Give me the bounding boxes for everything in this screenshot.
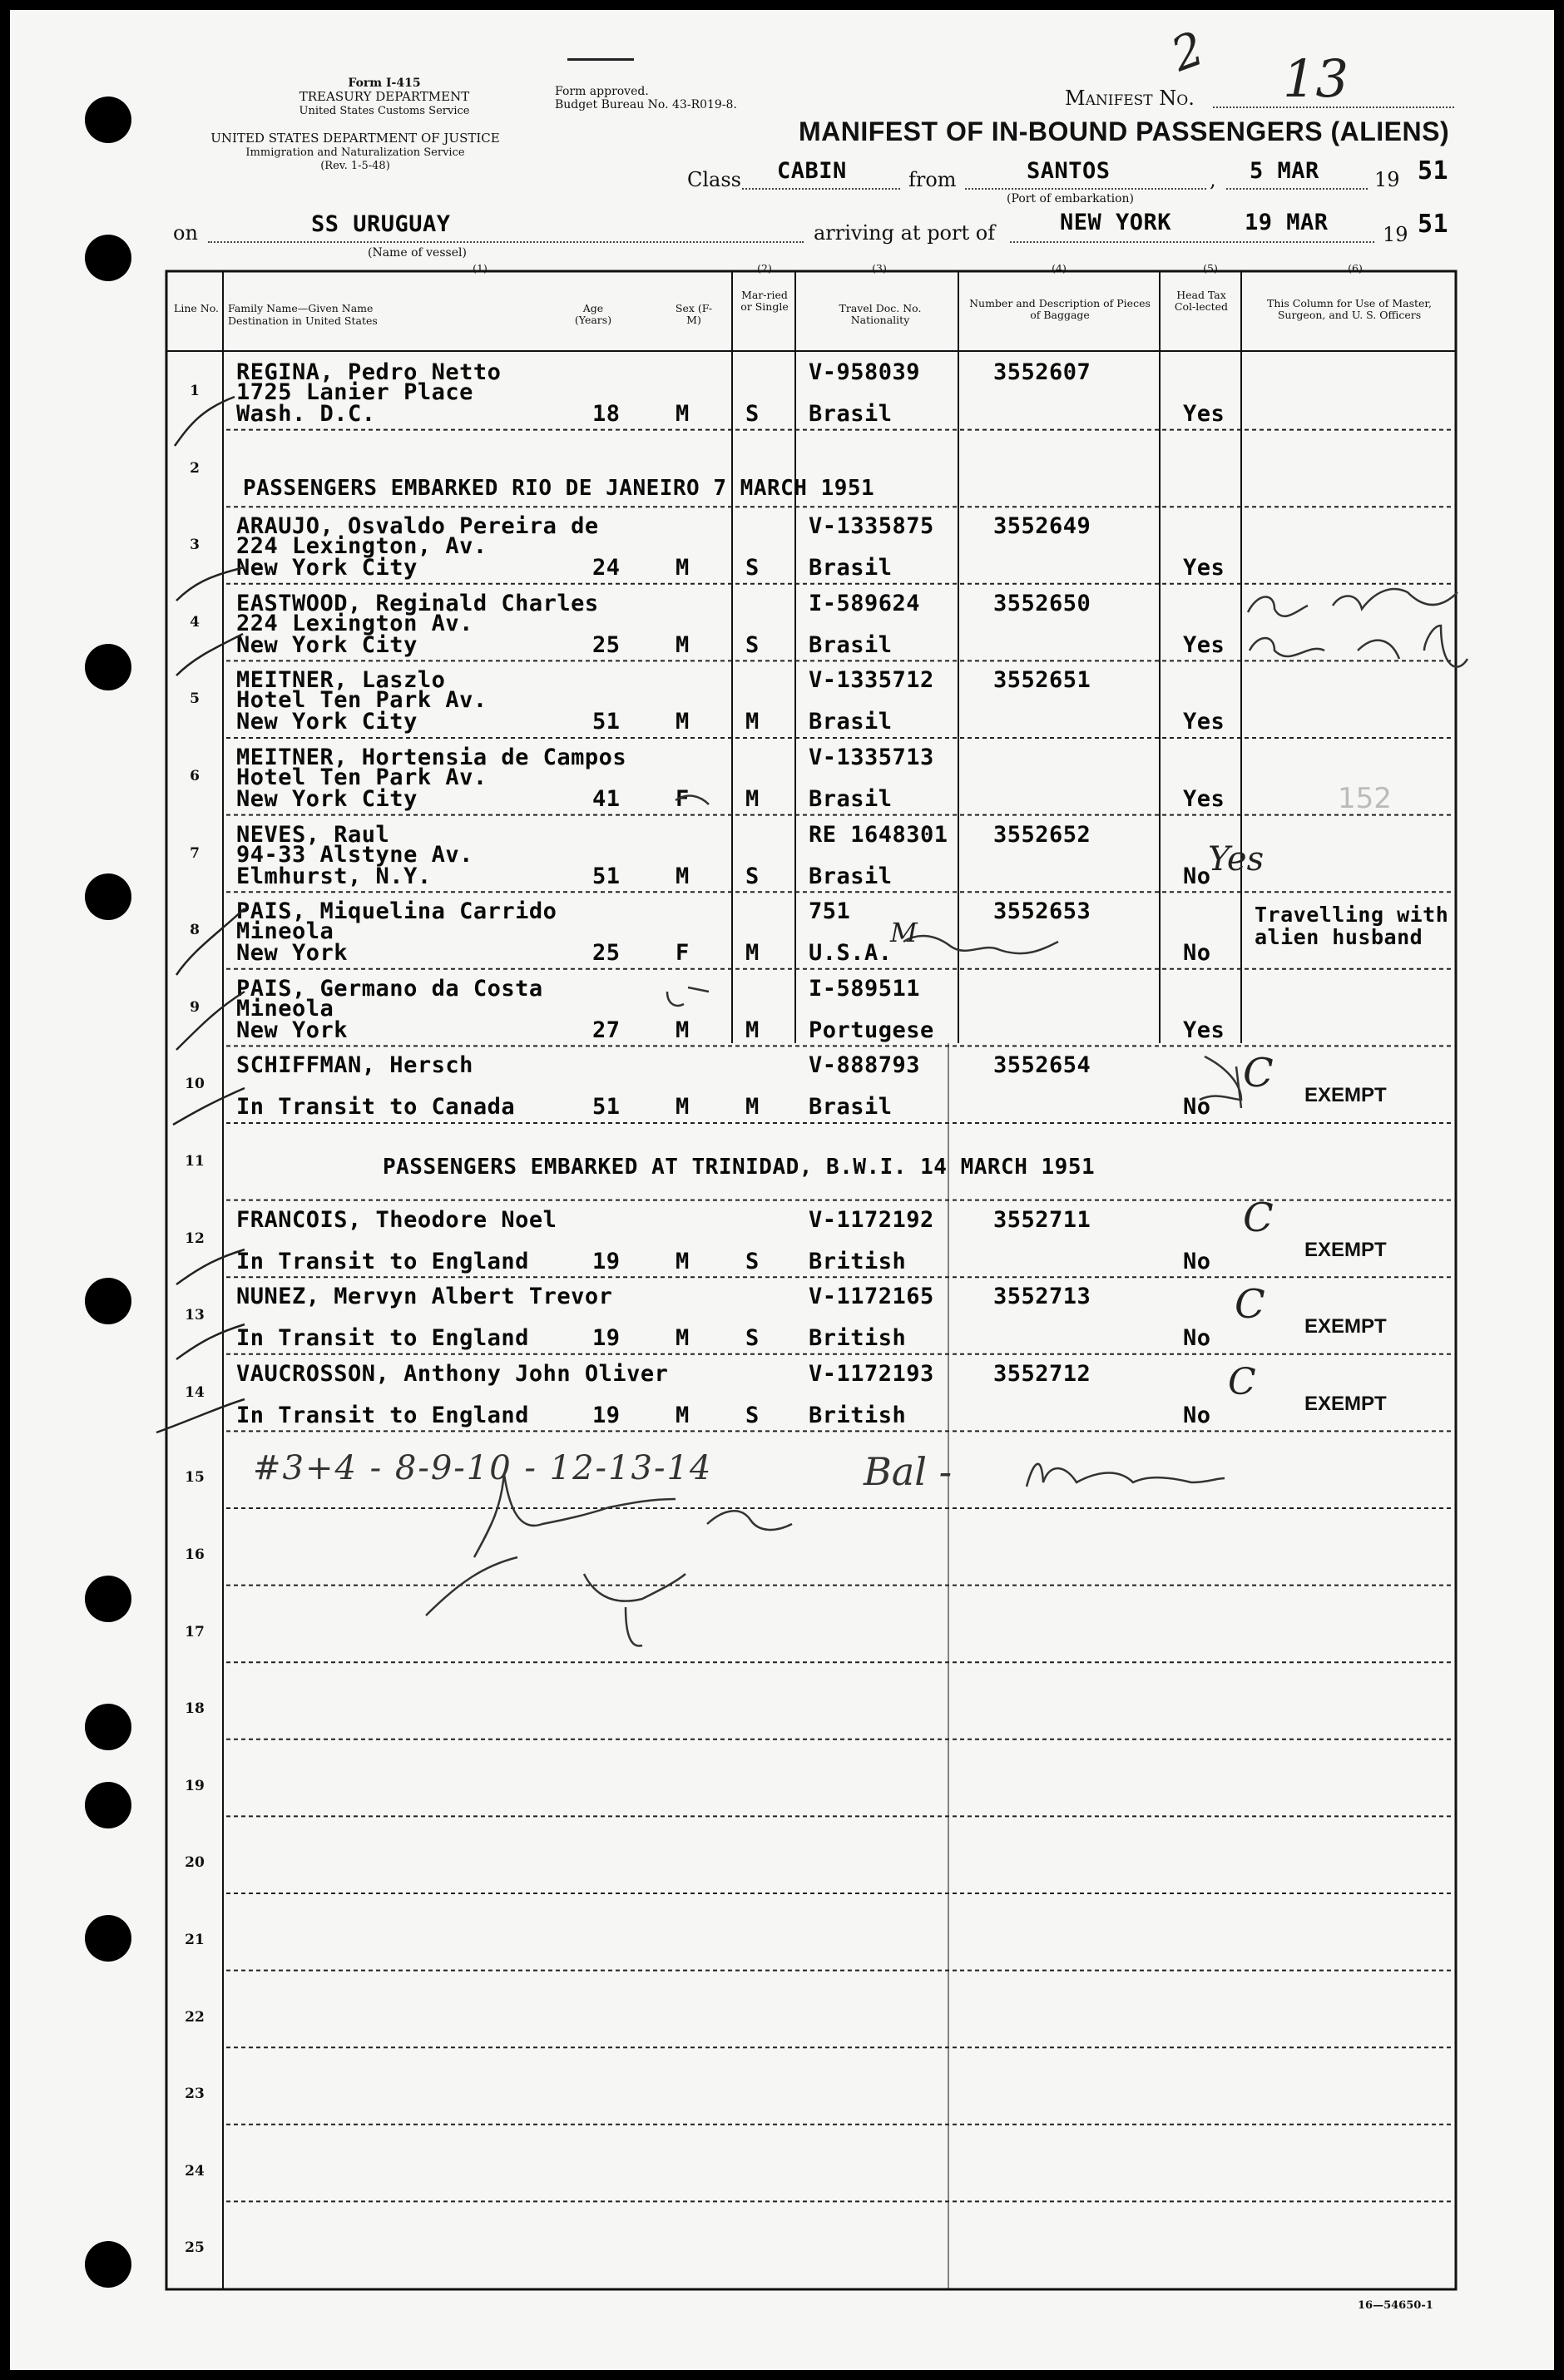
- line-number: 25: [185, 2239, 205, 2257]
- nationality: Brasil: [809, 631, 893, 658]
- year-value: 51: [1418, 156, 1449, 186]
- header-married: Mar-ried or Single: [740, 289, 789, 313]
- exempt-stamp: EXEMPT: [1304, 1392, 1387, 1415]
- treasury-department: TREASURY DEPARTMENT: [299, 89, 470, 104]
- passenger-sex: M: [676, 709, 690, 735]
- form-approved: Form approved.: [555, 85, 649, 98]
- baggage-number: 3552712: [993, 1360, 1091, 1387]
- c-mark: C: [1235, 1281, 1265, 1328]
- passenger-destination: New York City: [236, 709, 418, 735]
- head-tax: No: [1183, 863, 1211, 889]
- line-number: 9: [190, 998, 200, 1016]
- passenger-name: NUNEZ, Mervyn Albert Trevor: [236, 1284, 613, 1310]
- line-number: 14: [185, 1383, 205, 1401]
- from-value: SANTOS: [1027, 158, 1111, 184]
- header-destination: Destination in United States: [228, 314, 378, 327]
- colnum-1: (1): [473, 262, 488, 275]
- passenger-name: PAIS, Germano da Costa: [236, 975, 543, 1002]
- line-number: 19: [185, 1777, 205, 1794]
- passenger-marital-status: M: [745, 786, 760, 812]
- line-number: 2: [190, 459, 200, 477]
- passenger-name: VAUCROSSON, Anthony John Oliver: [236, 1360, 669, 1387]
- passenger-age: 51: [592, 709, 621, 735]
- passenger-age: 18: [592, 401, 621, 427]
- passenger-name: NEVES, Raul: [236, 821, 390, 848]
- passenger-name: FRANCOIS, Theodore Noel: [236, 1206, 557, 1233]
- travel-doc-number: V-1335713: [809, 745, 934, 770]
- travel-doc-number: 751: [809, 898, 851, 925]
- nationality: Brasil: [809, 555, 893, 581]
- baggage-number: 3552652: [993, 821, 1091, 848]
- travel-doc-number: V-1172165: [809, 1284, 934, 1310]
- passenger-destination: New York City: [236, 631, 418, 658]
- vessel-caption: (Name of vessel): [368, 246, 467, 260]
- department-of-justice: UNITED STATES DEPARTMENT OF JUSTICE: [210, 131, 500, 146]
- passenger-address: Hotel Ten Park Av.: [236, 687, 488, 714]
- line-number: 7: [190, 844, 200, 862]
- head-tax: No: [1183, 1402, 1211, 1428]
- nationality: Brasil: [809, 786, 893, 812]
- handwritten-bal: Bal -: [864, 1449, 953, 1494]
- passenger-sex: F: [676, 786, 690, 812]
- header-travel-doc: Travel Doc. No. Nationality: [839, 302, 922, 326]
- head-tax: Yes: [1183, 401, 1225, 427]
- line-number: 1: [190, 383, 200, 399]
- passenger-address: Hotel Ten Park Av.: [236, 764, 488, 790]
- line-number: 11: [185, 1153, 205, 1170]
- passenger-destination: New York City: [236, 786, 418, 812]
- on-label: on: [173, 221, 198, 245]
- line-number: 13: [185, 1307, 205, 1324]
- baggage-number: 3552651: [993, 667, 1091, 694]
- line-number: 23: [185, 2086, 205, 2103]
- passenger-address: Mineola: [236, 918, 334, 945]
- travel-doc-number: V-1335875: [809, 513, 934, 540]
- passenger-sex: M: [676, 1325, 690, 1352]
- line-number: 3: [190, 537, 200, 554]
- header-line-no: Line No.: [174, 302, 219, 314]
- arriving-label: arriving at port of: [814, 221, 996, 245]
- passenger-sex: F: [676, 940, 690, 967]
- header-officers: This Column for Use of Master, Surgeon, and U. S. Officers: [1267, 297, 1432, 321]
- passenger-destination: New York: [236, 1017, 349, 1043]
- travel-doc-number: I-589511: [809, 975, 921, 1002]
- passenger-address: 1725 Lanier Place: [236, 379, 473, 405]
- travel-doc-number: V-1172193: [809, 1360, 934, 1387]
- passenger-sex: M: [676, 401, 690, 427]
- passenger-name: REGINA, Pedro Netto: [236, 359, 502, 385]
- nationality: Brasil: [809, 401, 893, 427]
- line-number: 12: [185, 1230, 205, 1247]
- head-tax: Yes: [1183, 1017, 1225, 1043]
- year-prefix: 19: [1374, 168, 1400, 191]
- handwritten-signatures: [10, 10, 1554, 2370]
- passenger-marital-status: M: [745, 1017, 760, 1043]
- line-number: 15: [185, 1469, 205, 1487]
- arrival-port: NEW YORK: [1060, 210, 1172, 235]
- head-tax: No: [1183, 1094, 1211, 1121]
- travel-doc-number: V-1172192: [809, 1206, 934, 1233]
- passenger-marital-status: S: [745, 401, 760, 427]
- nationality: Portugese: [809, 1017, 934, 1043]
- head-tax: Yes: [1183, 555, 1225, 581]
- line-number: 4: [190, 613, 200, 631]
- manifest-number: 13: [1283, 48, 1349, 109]
- nationality: Brasil: [809, 863, 893, 889]
- handwritten-line-15: #3+4 - 8-9-10 - 12-13-14: [253, 1449, 713, 1487]
- passenger-age: 25: [592, 940, 621, 967]
- passenger-age: 19: [592, 1325, 621, 1352]
- revision: (Rev. 1-5-48): [320, 160, 390, 172]
- baggage-number: 3552649: [993, 513, 1091, 540]
- yes-mark: Yes: [1208, 840, 1265, 878]
- nationality: Brasil: [809, 1094, 893, 1121]
- header-age: Age (Years): [574, 302, 612, 326]
- passenger-sex: M: [676, 1094, 690, 1121]
- header-family-name: Family Name—Given Name: [228, 302, 374, 314]
- c-mark: C: [1228, 1361, 1256, 1403]
- passenger-name: MEITNER, Hortensia de Campos: [236, 745, 627, 770]
- line-number: 5: [190, 690, 200, 708]
- line-number: 22: [185, 2008, 205, 2026]
- passenger-sex: M: [676, 863, 690, 889]
- baggage-number: 3552713: [993, 1284, 1091, 1310]
- passenger-address: 224 Lexington Av.: [236, 610, 473, 636]
- c-mark: C: [1243, 1050, 1274, 1096]
- manifest-label: Manifest No.: [1065, 87, 1195, 110]
- travel-doc-number: V-1335712: [809, 667, 934, 694]
- form-number: Form I-415: [348, 77, 421, 90]
- passenger-age: 51: [592, 863, 621, 889]
- passenger-age: 19: [592, 1402, 621, 1428]
- passenger-destination: In Transit to England: [236, 1325, 529, 1352]
- travel-doc-number: V-888793: [809, 1052, 921, 1079]
- nationality: British: [809, 1325, 907, 1352]
- passenger-age: 24: [592, 555, 621, 581]
- manifest-title: MANIFEST OF IN-BOUND PASSENGERS (ALIENS): [799, 116, 1450, 146]
- passenger-age: 25: [592, 631, 621, 658]
- header-baggage: Number and Description of Pieces of Baggage: [969, 297, 1151, 321]
- head-tax: Yes: [1183, 709, 1225, 735]
- passenger-destination: In Transit to Canada: [236, 1094, 516, 1121]
- passenger-sex: M: [676, 631, 690, 658]
- colnum-3: (3): [872, 262, 887, 275]
- passenger-age: 19: [592, 1248, 621, 1274]
- passenger-age: 41: [592, 786, 621, 812]
- m-mark: M: [890, 917, 918, 948]
- passenger-address: Mineola: [236, 995, 334, 1022]
- travel-doc-number: RE 1648301: [809, 821, 948, 848]
- passenger-name: PAIS, Miquelina Carrido: [236, 898, 557, 925]
- head-tax: No: [1183, 1325, 1211, 1352]
- line-number: 10: [185, 1076, 205, 1093]
- passenger-sex: M: [676, 1402, 690, 1428]
- passenger-marital-status: S: [745, 1325, 760, 1352]
- passenger-name: SCHIFFMAN, Hersch: [236, 1052, 473, 1079]
- passenger-address: 224 Lexington, Av.: [236, 533, 488, 560]
- head-tax: Yes: [1183, 631, 1225, 658]
- travel-doc-number: I-589624: [809, 590, 921, 616]
- baggage-number: 3552653: [993, 898, 1091, 925]
- passenger-destination: Elmhurst, N.Y.: [236, 863, 432, 889]
- passenger-age: 27: [592, 1017, 621, 1043]
- officer-note: Travelling with alien husband: [1255, 903, 1449, 950]
- c-mark: C: [1243, 1195, 1274, 1241]
- arrival-year-prefix: 19: [1383, 223, 1408, 246]
- line-number: 21: [185, 1932, 205, 1948]
- colnum-6: (6): [1348, 262, 1363, 275]
- colnum-4: (4): [1052, 262, 1067, 275]
- nationality: Brasil: [809, 709, 893, 735]
- comma: ,: [1210, 168, 1216, 191]
- section-trinidad: PASSENGERS EMBARKED AT TRINIDAD, B.W.I. 14 MARCH 1951: [383, 1155, 1096, 1180]
- class-label: Class: [687, 168, 741, 191]
- from-label: from: [908, 168, 957, 191]
- exempt-stamp: EXEMPT: [1304, 1315, 1387, 1338]
- passenger-address: 94-33 Alstyne Av.: [236, 841, 473, 868]
- passenger-marital-status: S: [745, 863, 760, 889]
- passenger-sex: M: [676, 1017, 690, 1043]
- colnum-2: (2): [757, 262, 772, 275]
- travel-doc-number: V-958039: [809, 359, 921, 385]
- arrival-year: 51: [1418, 210, 1449, 239]
- section-rio: PASSENGERS EMBARKED RIO DE JANEIRO 7 MARCH 1951: [243, 476, 875, 501]
- passenger-sex: M: [676, 1248, 690, 1274]
- nationality: British: [809, 1402, 907, 1428]
- passenger-marital-status: M: [745, 1094, 760, 1121]
- passenger-destination: In Transit to England: [236, 1248, 529, 1274]
- line-number: 18: [185, 1700, 205, 1718]
- ins-service: Immigration and Naturalization Service: [245, 146, 465, 159]
- passenger-name: EASTWOOD, Reginald Charles: [236, 590, 599, 616]
- line-number: 20: [185, 1854, 205, 1872]
- nationality: British: [809, 1248, 907, 1274]
- passenger-name: ARAUJO, Osvaldo Pereira de: [236, 513, 599, 540]
- passenger-name: MEITNER, Laszlo: [236, 667, 446, 694]
- header-head-tax: Head Tax Col-lected: [1174, 289, 1229, 313]
- passenger-destination: Wash. D.C.: [236, 401, 376, 427]
- handwritten-mark: 2: [1164, 21, 1211, 83]
- passenger-destination: New York: [236, 940, 349, 967]
- head-tax: No: [1183, 1248, 1211, 1274]
- line-number: 24: [185, 2162, 205, 2180]
- head-tax: No: [1183, 940, 1211, 967]
- line-number: 16: [185, 1546, 205, 1563]
- baggage-number: 3552711: [993, 1206, 1091, 1233]
- line-number: 17: [185, 1623, 205, 1640]
- line-number: 8: [190, 922, 200, 939]
- baggage-number: 3552654: [993, 1052, 1091, 1079]
- passenger-destination: In Transit to England: [236, 1402, 529, 1428]
- passenger-sex: M: [676, 555, 690, 581]
- passenger-age: 51: [592, 1094, 621, 1121]
- passenger-marital-status: S: [745, 631, 760, 658]
- form-footer: 16—54650-1: [1358, 2299, 1433, 2312]
- baggage-number: 3552650: [993, 590, 1091, 616]
- passenger-marital-status: M: [745, 709, 760, 735]
- embark-caption: (Port of embarkation): [1007, 192, 1134, 205]
- budget-bureau: Budget Bureau No. 43-R019-8.: [555, 98, 737, 111]
- passenger-destination: New York City: [236, 555, 418, 581]
- header-sex: Sex (F-M): [675, 302, 713, 326]
- passenger-marital-status: S: [745, 1402, 760, 1428]
- stamp-152: 152: [1338, 782, 1392, 815]
- manifest-page: [10, 10, 1554, 2370]
- exempt-stamp: EXEMPT: [1304, 1238, 1387, 1261]
- line-number: 6: [190, 768, 200, 784]
- passenger-marital-status: S: [745, 1248, 760, 1274]
- colnum-5: (5): [1203, 262, 1218, 275]
- arrival-date: 19 MAR: [1245, 210, 1329, 235]
- class-value: CABIN: [777, 158, 847, 184]
- nationality: U.S.A.: [809, 940, 893, 967]
- baggage-number: 3552607: [993, 359, 1091, 385]
- exempt-stamp: EXEMPT: [1304, 1084, 1387, 1107]
- passenger-marital-status: M: [745, 940, 760, 967]
- head-tax: Yes: [1183, 786, 1225, 812]
- customs-service: United States Customs Service: [299, 105, 470, 117]
- embark-date: 5 MAR: [1250, 158, 1319, 184]
- passenger-marital-status: S: [745, 555, 760, 581]
- vessel-name: SS URUGUAY: [311, 211, 451, 237]
